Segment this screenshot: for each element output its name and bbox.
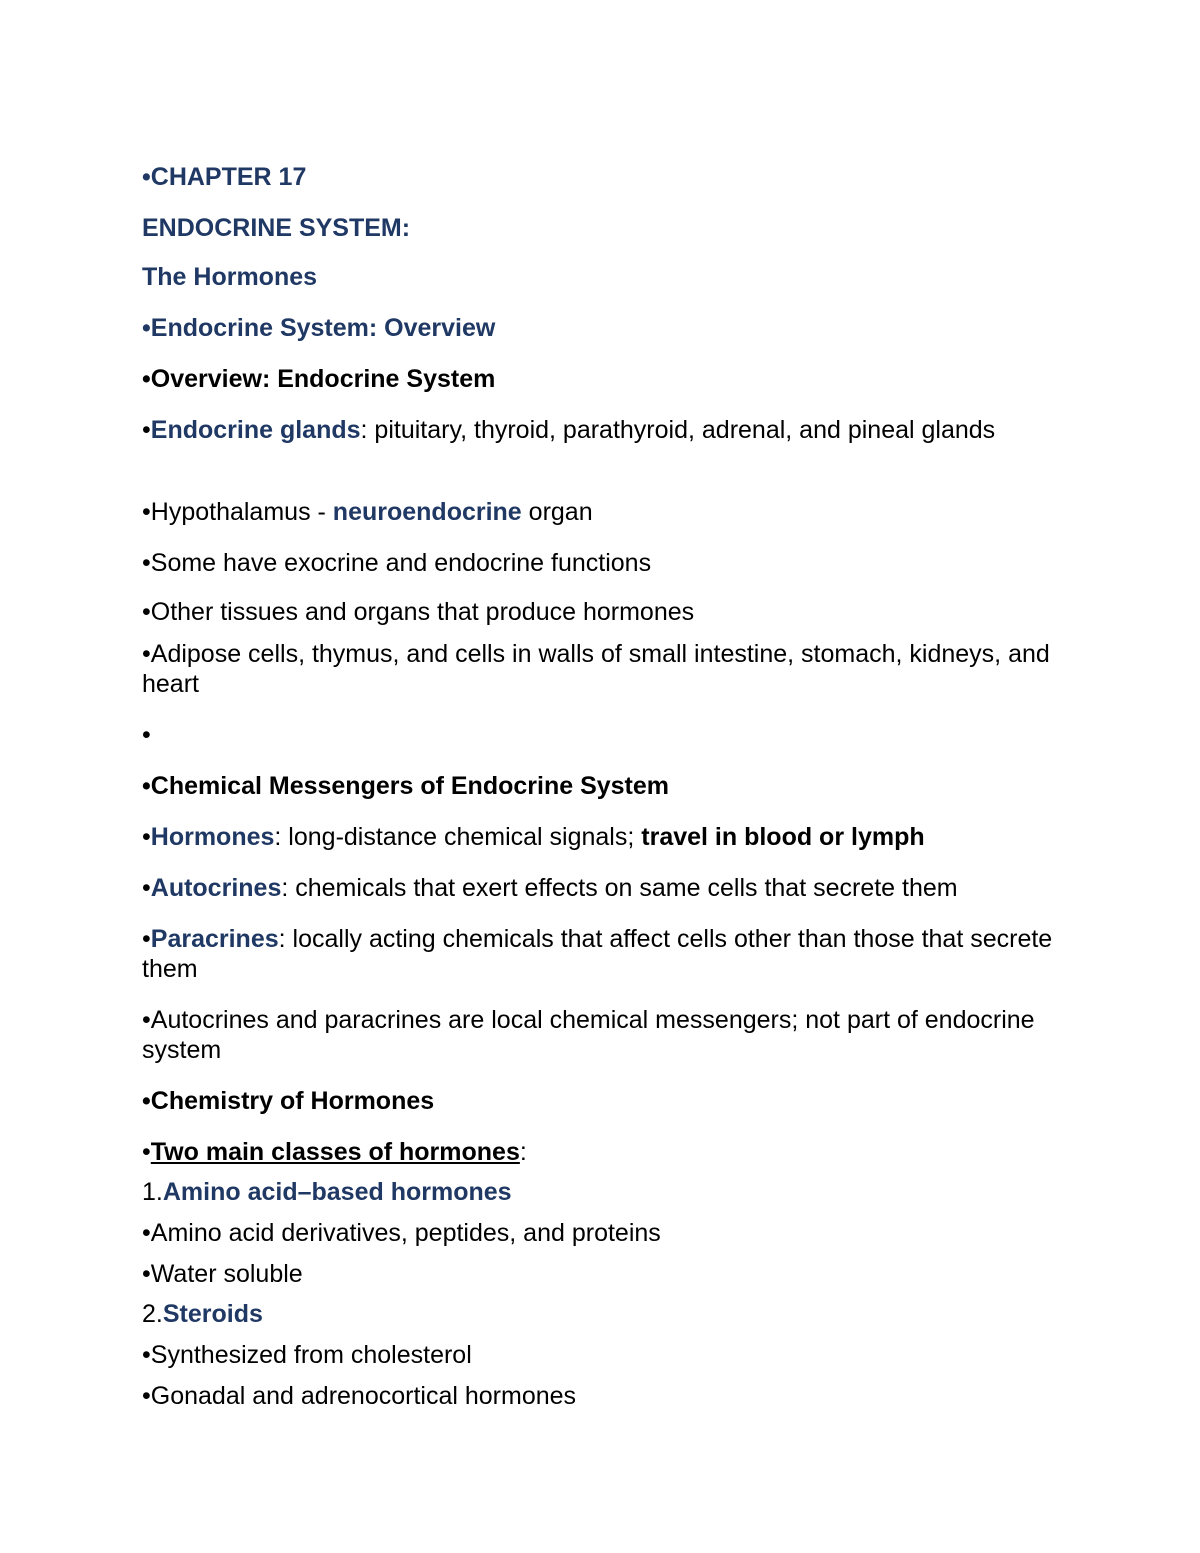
term-autocrines: Autocrines <box>150 874 282 902</box>
text-post: organ <box>521 498 593 526</box>
subheading-text: Overview: Endocrine System <box>150 365 496 393</box>
bullet-endocrine-glands <box>142 415 1062 445</box>
subheading-text: Chemical Messengers of Endocrine System <box>150 772 670 800</box>
bullet-hormones <box>142 822 925 852</box>
item-number: 1. <box>142 1178 163 1206</box>
bullet: • <box>142 1138 151 1166</box>
bullet-other-tissues <box>142 597 694 627</box>
term-endocrine-glands: Endocrine glands <box>150 416 361 444</box>
chapter-heading <box>142 162 306 192</box>
bullet: • <box>142 721 151 749</box>
bullet: • <box>142 1219 151 1247</box>
bullet-cholesterol <box>142 1340 472 1370</box>
bullet: • <box>142 365 151 393</box>
bullet-amino-derivatives <box>142 1218 661 1248</box>
definition-text: : long-distance chemical signals; <box>274 823 642 851</box>
chapter-title-text: ENDOCRINE SYSTEM: <box>142 214 411 242</box>
bullet: • <box>142 163 151 191</box>
subheading-chemical-messengers <box>142 771 669 801</box>
term-paracrines: Paracrines <box>150 925 279 953</box>
bullet-text: Autocrines and paracrines are local chemical messengers; not part of endocrine system <box>142 1006 1035 1064</box>
bullet-water-soluble <box>142 1259 303 1289</box>
emphasis-text: travel in blood or lymph <box>641 823 925 851</box>
bullet: • <box>142 823 151 851</box>
bullet: • <box>142 416 151 444</box>
bullet-text: Gonadal and adrenocortical hormones <box>150 1382 577 1410</box>
bullet: • <box>142 1087 151 1115</box>
bullet-gonadal <box>142 1381 576 1411</box>
chapter-number: CHAPTER 17 <box>150 163 307 191</box>
section-heading-overview <box>142 313 495 343</box>
bullet: • <box>142 1341 151 1369</box>
bullet: • <box>142 874 151 902</box>
bullet-local-messengers <box>142 1005 1062 1065</box>
bullet-autocrines <box>142 873 958 903</box>
definition-text: : locally acting chemicals that affect cells other than those that secrete them <box>142 925 1053 983</box>
bullet: • <box>142 498 151 526</box>
term-steroids: Steroids <box>162 1300 263 1328</box>
text-post: : <box>519 1138 527 1166</box>
bullet-text: Adipose cells, thymus, and cells in walls of small intestine, stomach, kidneys, and heart <box>142 640 1050 698</box>
bullet-text: Amino acid derivatives, peptides, and proteins <box>150 1219 661 1247</box>
bullet-empty <box>142 720 151 750</box>
chapter-subtitle <box>142 262 317 292</box>
text-pre: Hypothalamus - <box>150 498 333 526</box>
bullet: • <box>142 314 151 342</box>
term-neuroendocrine: neuroendocrine <box>332 498 522 526</box>
bullet: • <box>142 1006 151 1034</box>
bullet-paracrines <box>142 924 1062 984</box>
bullet: • <box>142 1260 151 1288</box>
bullet: • <box>142 1382 151 1410</box>
bullet-text: Other tissues and organs that produce hormones <box>150 598 695 626</box>
item-number: 2. <box>142 1300 163 1328</box>
bullet: • <box>142 772 151 800</box>
section-heading-text: Endocrine System: Overview <box>150 314 496 342</box>
bullet-text: Synthesized from cholesterol <box>150 1341 472 1369</box>
subheading-chemistry <box>142 1086 434 1116</box>
term-hormones: Hormones <box>150 823 275 851</box>
bullet-two-classes <box>142 1137 527 1167</box>
definition-text: : pituitary, thyroid, parathyroid, adrenal, and pineal glands <box>360 416 996 444</box>
definition-text: : chemicals that exert effects on same cells that secrete them <box>281 874 958 902</box>
bullet-exocrine-endocrine <box>142 548 651 578</box>
chapter-title <box>142 213 410 243</box>
numbered-item-steroids <box>142 1299 263 1329</box>
bullet-hypothalamus <box>142 497 593 527</box>
bullet: • <box>142 925 151 953</box>
subheading-overview <box>142 364 495 394</box>
subheading-text: Chemistry of Hormones <box>150 1087 435 1115</box>
bullet-text: Water soluble <box>150 1260 303 1288</box>
bullet: • <box>142 549 151 577</box>
term-two-classes: Two main classes of hormones <box>150 1138 520 1166</box>
bullet-text: Some have exocrine and endocrine functions <box>150 549 652 577</box>
term-amino-acid-hormones: Amino acid–based hormones <box>162 1178 512 1206</box>
bullet: • <box>142 598 151 626</box>
bullet-adipose-cells <box>142 639 1062 699</box>
bullet: • <box>142 640 151 668</box>
chapter-subtitle-text: The Hormones <box>142 263 318 291</box>
numbered-item-amino-acid <box>142 1177 512 1207</box>
